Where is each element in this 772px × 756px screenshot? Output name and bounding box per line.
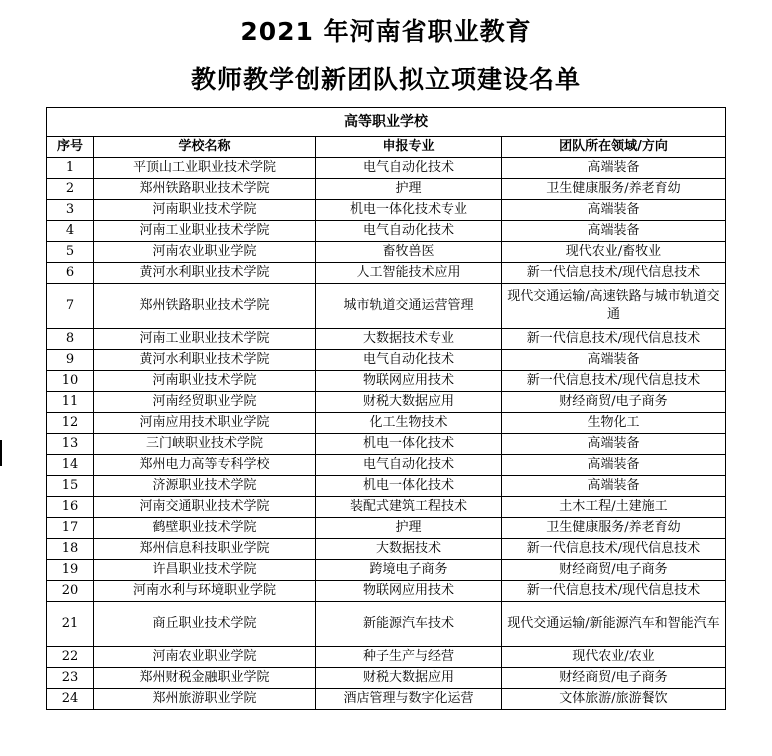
cell-no: 6 (47, 263, 94, 284)
cell-major: 护理 (316, 518, 502, 539)
cell-school: 河南经贸职业学院 (94, 392, 316, 413)
cell-no: 22 (47, 647, 94, 668)
cell-school: 济源职业技术学院 (94, 476, 316, 497)
document-title-line1: 2021 年河南省职业教育 (240, 17, 532, 46)
table-row (47, 455, 726, 476)
cell-field: 高端装备 (502, 158, 726, 179)
table-row (47, 221, 726, 242)
cell-major: 机电一体化技术专业 (316, 200, 502, 221)
cell-school: 郑州旅游职业学院 (94, 689, 316, 710)
table-row (47, 497, 726, 518)
table-row (47, 392, 726, 413)
table-row (47, 158, 726, 179)
table-body (47, 158, 726, 710)
cell-school: 郑州铁路职业技术学院 (94, 179, 316, 200)
cell-field: 新一代信息技术/现代信息技术 (502, 371, 726, 392)
document-title-line2: 教师教学创新团队拟立项建设名单 (190, 65, 581, 94)
cell-school: 河南农业职业学院 (94, 647, 316, 668)
cell-school: 河南工业职业技术学院 (94, 329, 316, 350)
cell-school: 三门峡职业技术学院 (94, 434, 316, 455)
col-header-school: 学校名称 (94, 137, 316, 158)
table-row (47, 476, 726, 497)
cell-no: 5 (47, 242, 94, 263)
cell-major: 电气自动化技术 (316, 221, 502, 242)
cell-no: 11 (47, 392, 94, 413)
cell-school: 河南农业职业学院 (94, 242, 316, 263)
cell-no: 15 (47, 476, 94, 497)
table-row (47, 539, 726, 560)
cell-field: 高端装备 (502, 476, 726, 497)
cell-major: 电气自动化技术 (316, 158, 502, 179)
table-row (47, 329, 726, 350)
cell-major: 大数据技术专业 (316, 329, 502, 350)
cell-field: 土木工程/土建施工 (502, 497, 726, 518)
cell-field: 高端装备 (502, 434, 726, 455)
col-header-no: 序号 (47, 137, 94, 158)
cell-school: 许昌职业技术学院 (94, 560, 316, 581)
cell-field: 新一代信息技术/现代信息技术 (502, 539, 726, 560)
col-header-major: 申报专业 (316, 137, 502, 158)
cell-school: 河南工业职业技术学院 (94, 221, 316, 242)
cell-major: 财税大数据应用 (316, 392, 502, 413)
cell-no: 7 (47, 284, 94, 329)
table-row (47, 434, 726, 455)
cell-school: 郑州财税金融职业学院 (94, 668, 316, 689)
cell-school: 河南交通职业技术学院 (94, 497, 316, 518)
cell-no: 3 (47, 200, 94, 221)
cell-school: 河南应用技术职业学院 (94, 413, 316, 434)
cell-no: 24 (47, 689, 94, 710)
cell-major: 机电一体化技术 (316, 476, 502, 497)
table-row (47, 518, 726, 539)
cell-field: 新一代信息技术/现代信息技术 (502, 263, 726, 284)
cell-school: 河南职业技术学院 (94, 371, 316, 392)
cell-major: 物联网应用技术 (316, 371, 502, 392)
cell-field: 卫生健康服务/养老育幼 (502, 518, 726, 539)
cell-major: 电气自动化技术 (316, 455, 502, 476)
cell-school: 河南水利与环境职业学院 (94, 581, 316, 602)
cell-major: 装配式建筑工程技术 (316, 497, 502, 518)
cell-field: 高端装备 (502, 350, 726, 371)
header-row (47, 137, 726, 158)
cell-field: 新一代信息技术/现代信息技术 (502, 581, 726, 602)
table-row (47, 668, 726, 689)
cell-school: 商丘职业技术学院 (94, 602, 316, 647)
cell-field: 文体旅游/旅游餐饮 (502, 689, 726, 710)
table-row (47, 602, 726, 647)
cell-major: 城市轨道交通运营管理 (316, 284, 502, 329)
cell-school: 黄河水利职业技术学院 (94, 350, 316, 371)
cell-school: 平顶山工业职业技术学院 (94, 158, 316, 179)
cell-major: 护理 (316, 179, 502, 200)
cell-school: 黄河水利职业技术学院 (94, 263, 316, 284)
cell-major: 物联网应用技术 (316, 581, 502, 602)
cell-major: 新能源汽车技术 (316, 602, 502, 647)
cell-no: 13 (47, 434, 94, 455)
cell-major: 电气自动化技术 (316, 350, 502, 371)
cell-no: 2 (47, 179, 94, 200)
table-row (47, 560, 726, 581)
cell-no: 4 (47, 221, 94, 242)
section-label: 高等职业学校 (47, 108, 726, 137)
section-row (47, 108, 726, 137)
cell-no: 17 (47, 518, 94, 539)
cell-field: 生物化工 (502, 413, 726, 434)
page-edge-mark (0, 440, 2, 466)
cell-no: 23 (47, 668, 94, 689)
table-row (47, 179, 726, 200)
table-row (47, 350, 726, 371)
cell-field: 高端装备 (502, 200, 726, 221)
cell-field: 现代农业/农业 (502, 647, 726, 668)
table-row (47, 581, 726, 602)
table-row (47, 284, 726, 329)
cell-major: 大数据技术 (316, 539, 502, 560)
table-row (47, 242, 726, 263)
table-row (47, 413, 726, 434)
teams-table (46, 107, 726, 710)
cell-no: 16 (47, 497, 94, 518)
cell-field: 高端装备 (502, 221, 726, 242)
cell-field: 现代交通运输/新能源汽车和智能汽车 (502, 602, 726, 647)
cell-no: 9 (47, 350, 94, 371)
cell-school: 河南职业技术学院 (94, 200, 316, 221)
cell-field: 财经商贸/电子商务 (502, 392, 726, 413)
cell-school: 郑州铁路职业技术学院 (94, 284, 316, 329)
cell-major: 跨境电子商务 (316, 560, 502, 581)
table-row (47, 371, 726, 392)
cell-field: 财经商贸/电子商务 (502, 668, 726, 689)
cell-no: 18 (47, 539, 94, 560)
cell-school: 郑州电力高等专科学校 (94, 455, 316, 476)
cell-no: 10 (47, 371, 94, 392)
cell-field: 新一代信息技术/现代信息技术 (502, 329, 726, 350)
cell-major: 酒店管理与数字化运营 (316, 689, 502, 710)
cell-no: 8 (47, 329, 94, 350)
cell-major: 人工智能技术应用 (316, 263, 502, 284)
cell-no: 1 (47, 158, 94, 179)
cell-no: 14 (47, 455, 94, 476)
cell-no: 19 (47, 560, 94, 581)
cell-field: 现代交通运输/高速铁路与城市轨道交通 (502, 284, 726, 329)
cell-no: 20 (47, 581, 94, 602)
table-row (47, 263, 726, 284)
cell-no: 21 (47, 602, 94, 647)
cell-field: 财经商贸/电子商务 (502, 560, 726, 581)
col-header-field: 团队所在领域/方向 (502, 137, 726, 158)
table-row (47, 689, 726, 710)
cell-no: 12 (47, 413, 94, 434)
cell-major: 化工生物技术 (316, 413, 502, 434)
table-row (47, 200, 726, 221)
cell-field: 卫生健康服务/养老育幼 (502, 179, 726, 200)
cell-field: 高端装备 (502, 455, 726, 476)
cell-major: 畜牧兽医 (316, 242, 502, 263)
cell-school: 鹤壁职业技术学院 (94, 518, 316, 539)
table-row (47, 647, 726, 668)
cell-major: 种子生产与经营 (316, 647, 502, 668)
cell-major: 财税大数据应用 (316, 668, 502, 689)
cell-school: 郑州信息科技职业学院 (94, 539, 316, 560)
cell-field: 现代农业/畜牧业 (502, 242, 726, 263)
cell-major: 机电一体化技术 (316, 434, 502, 455)
